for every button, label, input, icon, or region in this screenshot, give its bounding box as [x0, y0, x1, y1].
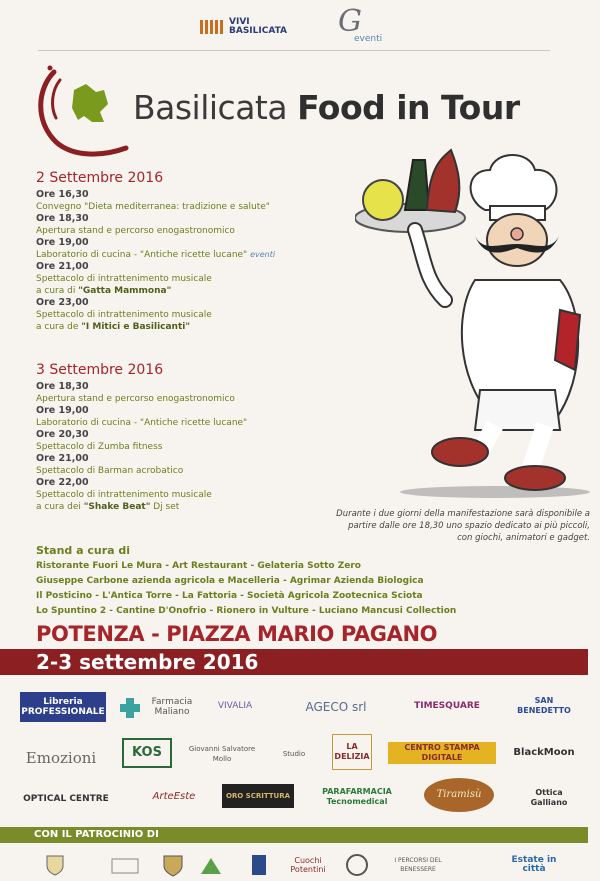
slot-hour: Ore 18,30: [36, 381, 89, 392]
schedule-slot: [36, 405, 247, 429]
wine-swirl-region-icon: [34, 60, 134, 160]
logo-text-bottom: BASILICATA: [229, 26, 288, 36]
slot-desc: Convegno "Dieta mediterranea: tradizione e salute": [36, 202, 270, 212]
header-divider: [38, 50, 550, 51]
slot-hour: Ore 22,00: [36, 477, 89, 488]
slot-by-name: "I Mitici e Basilicanti": [81, 322, 191, 332]
eventi-letter: G: [338, 4, 362, 39]
sponsor-logo: OPTICAL CENTRE: [23, 794, 109, 804]
slot-by: [36, 285, 275, 297]
slot-desc: Laboratorio di cucina - "Antiche ricette lucane": [36, 418, 248, 428]
patron-logo: [196, 852, 226, 878]
slot-desc: Apertura stand e percorso enogastronomico: [36, 394, 235, 404]
slot-hour: Ore 21,00: [36, 261, 89, 272]
sponsor-logo: Tiramisù: [424, 778, 494, 812]
slot-by-name: "Gatta Mammona": [78, 286, 172, 296]
slot-desc: Spettacolo di intrattenimento musicale: [36, 274, 212, 284]
sponsor-logo: ORO SCRITTURA: [222, 784, 294, 808]
slot-desc: Spettacolo di intrattenimento musicale: [36, 490, 212, 500]
patron-logo: [452, 852, 502, 878]
schedule-slot: [36, 429, 247, 453]
sponsor-logo: LA DELIZIA: [332, 734, 372, 770]
sponsor-logo: KOS: [122, 738, 172, 768]
patronage-label: CON IL PATROCINIO DI: [34, 829, 159, 840]
region-crest-icon: [158, 852, 188, 878]
slot-desc: Apertura stand e percorso enogastronomico: [36, 226, 235, 236]
pharmacy-cross-icon: [118, 696, 142, 720]
program-day-1: [36, 170, 275, 333]
slot-desc-text: Laboratorio di cucina - "Antiche ricette lucane": [36, 250, 248, 260]
patron-logo: [342, 852, 372, 878]
slot-hour: Ore 19,00: [36, 405, 89, 416]
patron-logo: Cuochi Potentini: [290, 856, 326, 874]
slot-hour: Ore 16,30: [36, 189, 89, 200]
slot-by-prefix: a cura di: [36, 286, 79, 296]
eventi-logo: [338, 6, 388, 46]
stands-section: [36, 544, 456, 619]
stands-line: Ristorante Fuori Le Mura - Art Restaurant - Gelateria Sotto Zero: [36, 561, 361, 571]
sponsor-logo: Libreria PROFESSIONALE: [20, 692, 106, 722]
eventi-text: eventi: [354, 34, 383, 44]
patron-logo: I PERCORSI DEL BENESSERE: [394, 857, 442, 873]
sponsor-logo: VIVALIA: [217, 701, 253, 711]
event-location: POTENZA - PIAZZA MARIO PAGANO: [36, 622, 438, 646]
schedule-slot: [36, 189, 275, 213]
sponsor-logo: Giovanni Salvatore Mollo: [188, 745, 256, 763]
schedule-slot: [36, 453, 247, 477]
patron-logo: [244, 852, 274, 878]
patron-logo: [110, 852, 140, 878]
stands-line: Il Posticino - L'Antica Torre - La Fattoria - Società Agricola Zootecnica Sciota: [36, 591, 423, 601]
schedule-slot: [36, 381, 247, 405]
slot-by-prefix: a cura de: [36, 322, 82, 332]
sponsor-logo: SAN BENEDETTO: [517, 696, 571, 715]
eventi-mini-logo: eventi: [250, 250, 276, 259]
sponsor-logo: Studio: [282, 750, 306, 758]
kids-area-note: Durante i due giorni della manifestazione sarà disponibile a partire dalle ore 18,30 uno spazio dedicato ai più piccoli, con giochi, animatori e gadget.: [336, 509, 590, 543]
stands-line: Lo Spuntino 2 - Cantine D'Onofrio - Rionero in Vulture - Luciano Mancusi Collection: [36, 606, 457, 616]
sponsor-logo: ArteEste: [152, 791, 196, 802]
stands-heading: Stand a cura di: [36, 544, 131, 557]
logo-text-top: VIVI: [229, 17, 250, 27]
day-1-date: 2 Settembre 2016: [36, 170, 164, 186]
stands-line: Giuseppe Carbone azienda agricola e Macelleria - Agrimar Azienda Biologica: [36, 576, 424, 586]
slot-desc: [36, 249, 275, 261]
slot-hour: Ore 21,00: [36, 453, 89, 464]
slot-by: [36, 501, 247, 513]
slot-hour: Ore 18,30: [36, 213, 89, 224]
event-dates: 2-3 settembre 2016: [36, 650, 259, 674]
title-light: Basilicata: [133, 88, 298, 127]
slot-desc: Spettacolo di Barman acrobatico: [36, 466, 184, 476]
slot-hour: Ore 20,30: [36, 429, 89, 440]
day-2-date: 3 Settembre 2016: [36, 362, 164, 378]
sponsor-logo: Ottica Galliano: [530, 788, 568, 807]
sponsor-logo: CENTRO STAMPA DIGITALE: [388, 742, 496, 764]
title-bold: Food in Tour: [297, 88, 520, 127]
municipal-crest-icon: [44, 852, 66, 878]
sponsor-logo: BlackMoon: [513, 747, 575, 758]
slot-hour: Ore 19,00: [36, 237, 89, 248]
schedule-slot: [36, 261, 275, 297]
sponsor-logo: PARAFARMACIA Tecnomedical: [322, 787, 392, 806]
slot-hour: Ore 23,00: [36, 297, 89, 308]
sponsor-logo: Farmacia Maliano: [151, 697, 193, 717]
patron-logo: Estate in città: [511, 855, 557, 874]
vivi-basilicata-logo: [200, 18, 287, 36]
program-day-2: [36, 362, 247, 513]
slot-by-suffix: Dj set: [150, 502, 180, 512]
slot-by: [36, 321, 275, 333]
schedule-slot: [36, 237, 275, 261]
schedule-slot: [36, 477, 247, 513]
columns-icon: [200, 20, 223, 34]
page-title: [133, 88, 520, 127]
slot-desc: Spettacolo di Zumba fitness: [36, 442, 163, 452]
chef-illustration: [355, 140, 590, 500]
schedule-slot: [36, 213, 275, 237]
sponsor-logo: TIMESQUARE: [414, 701, 480, 711]
slot-by-name: "Shake Beat": [83, 502, 151, 512]
sponsor-logo: AGECO srl: [305, 700, 367, 714]
sponsor-logo: Emozioni: [25, 749, 97, 767]
slot-desc: Spettacolo di intrattenimento musicale: [36, 310, 212, 320]
schedule-slot: [36, 297, 275, 333]
slot-by-prefix: a cura dei: [36, 502, 84, 512]
